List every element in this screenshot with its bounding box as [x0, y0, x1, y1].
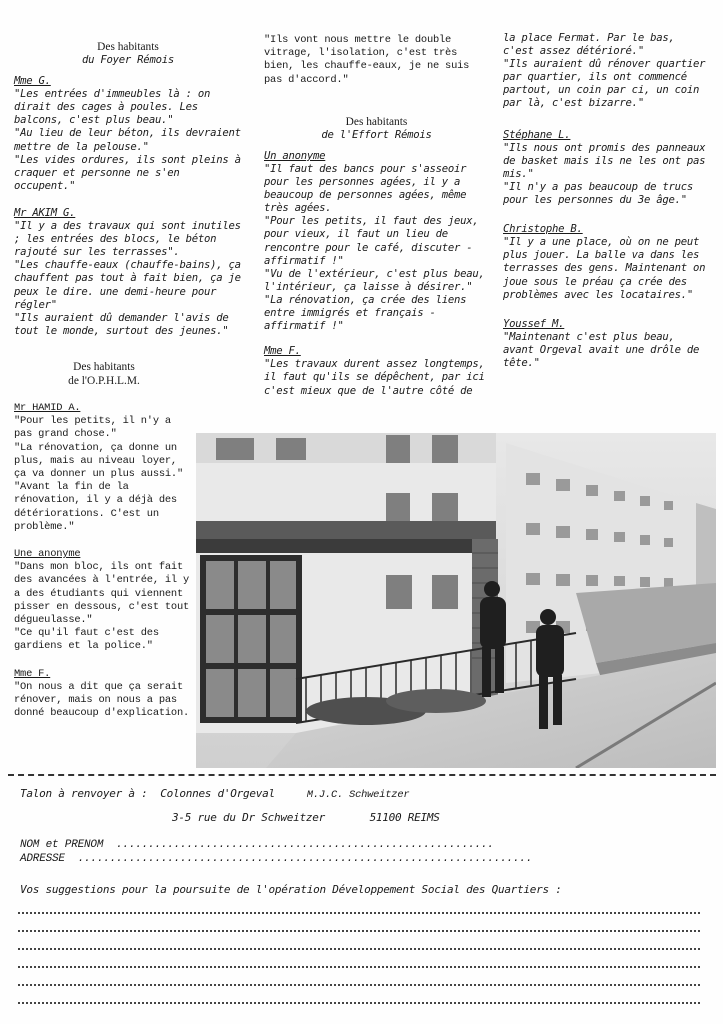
speaker-name: Stéphane L. — [503, 128, 571, 141]
quote: "Avant la fin de la rénovation, il y a déjà des détériorations. C'est un problème." — [14, 481, 177, 533]
quote: "Pour les petits, il faut des jeux, pour vieux, il faut un lieu de rencontre pour le café, discuter - affirmatif !" — [264, 215, 479, 267]
address-field[interactable]: ....................................................................... — [77, 853, 533, 865]
section-heading-effort-remois: Des habitants de l'Effort Rémois — [321, 115, 432, 141]
column-ophlm — [14, 360, 194, 720]
quote: "On nous a dit que ça serait rénover, mais on nous a pas donné beaucoup d'explication. — [14, 680, 190, 720]
continued-quote: "Ils vont nous mettre le double vitrage, l'isolation, c'est très bien, les chauffe-eaux, je ne suis pas d'accord." — [264, 34, 470, 86]
suggestion-line[interactable] — [18, 948, 700, 950]
speaker-name: Mme F. — [14, 667, 51, 680]
column-foyer-remois — [14, 40, 242, 338]
suggestion-line[interactable] — [18, 1002, 700, 1004]
quote: "Il n'y a pas beaucoup de trucs pour les personnes du 3e âge." — [503, 180, 693, 207]
suggestion-line[interactable] — [18, 966, 700, 968]
suggestion-line[interactable] — [18, 984, 700, 986]
quote: "Ils auraient dû rénover quartier par quartier, ils ont commencé partout, un coin par ci, un coin par là, c'est bizarre." — [503, 58, 706, 110]
speaker-name: Mr AKIM G. — [14, 206, 76, 219]
section-heading-foyer-remois: Des habitants du Foyer Rémois — [82, 41, 174, 66]
quote: "Les travaux durent assez longtemps, il faut qu'ils se dépêchent, par ici c'est mieux que de l'autre côté de — [264, 358, 485, 397]
speaker-name: Christophe B. — [503, 223, 583, 236]
quote: "Vu de l'extérieur, c'est plus beau, l'intérieur, ça laisse à désirer." — [264, 267, 485, 293]
quote: "La rénovation, ça donne un plus, mais au niveau loyer, ça va donner un plus aussi." — [14, 441, 183, 481]
postal-city: 51100 REIMS — [369, 811, 440, 824]
organization-name: Colonnes d'Orgeval — [160, 787, 275, 800]
quote: "Les entrées d'immeubles là : on dirait des cages à poules. Les balcons, c'est plus beau." — [14, 88, 211, 127]
column-effort-remois — [264, 34, 489, 398]
mjc-name: M.J.C. Schweitzer — [306, 789, 410, 801]
quote: "Dans mon bloc, ils ont fait des avancées à l'entrée, il y a des étudiants qui viennent pisser en dessous, c'est tout dégueulasse." — [14, 561, 190, 627]
quote: "Il faut des bancs pour s'asseoir pour les personnes agées, il y a beaucoup de personnes agées, même très agées. — [264, 163, 467, 215]
quote: "Ils nous ont promis des panneaux de basket mais ils ne les ont pas mis." — [503, 141, 706, 180]
section-heading-ophlm: Des habitants de l'O.P.H.L.M. — [68, 361, 140, 387]
quote: "La rénovation, ça crée des liens entre immigrés et français - affirmatif !" — [264, 293, 467, 333]
quote: "Les vides ordures, ils sont pleins à craquer et personne ne s'en occupent." — [14, 153, 241, 192]
name-field[interactable]: ........................................................... — [116, 839, 494, 851]
name-field-label: NOM et PRENOM — [20, 839, 104, 851]
cut-line-divider — [8, 774, 716, 776]
quote: "Il y a des travaux qui sont inutiles ; les entrées des blocs, le béton rajouté sur les terrasses". — [14, 220, 241, 259]
suggestion-line[interactable] — [18, 930, 700, 932]
quote: "Au lieu de leur béton, ils devraient mettre de la pelouse." — [14, 127, 241, 153]
quote: "Maintenant c'est plus beau, avant Orgeval avait une drôle de tête." — [503, 330, 700, 369]
quote: "Les chauffe-eaux (chauffe-bains), ça chauffent pas tout à fait bien, ça je peux le dire. une demi-heure pour régler" — [14, 259, 241, 311]
address-field-label: ADRESSE — [20, 853, 65, 865]
column-continued — [503, 32, 708, 370]
speaker-name: Mme F. — [264, 345, 301, 358]
suggestion-line[interactable] — [18, 912, 700, 914]
quote: "Il y a une place, où on ne peut plus jouer. La balle va dans les terrasses des gens. Maintenant on joue sous le préau ça crée des problèmes avec les locataires." — [503, 236, 706, 301]
quote: "Ce qu'il faut c'est des gardiens et la police." — [14, 627, 159, 653]
quote: "Ils auraient dû demander l'avis de tout le monde, surtout des jeunes." — [14, 311, 229, 337]
speaker-name: Mr HAMID A. — [14, 402, 81, 414]
speaker-name: Un anonyme — [264, 149, 326, 162]
speaker-name: Une anonyme — [14, 548, 81, 561]
speaker-name: Youssef M. — [503, 317, 565, 330]
street-address: 3-5 rue du Dr Schweitzer — [172, 811, 325, 824]
talon-label: Talon à renvoyer à : — [20, 787, 148, 800]
building-photo — [196, 433, 716, 768]
continued-quote: la place Fermat. Par le bas, c'est assez détérioré." — [503, 32, 675, 58]
speaker-name: Mme G. — [14, 75, 51, 88]
quote: "Pour les petits, il n'y a pas grand chose." — [14, 415, 171, 441]
suggestions-label: Vos suggestions pour la poursuite de l'opération Développement Social des Quartiers : — [20, 883, 562, 896]
